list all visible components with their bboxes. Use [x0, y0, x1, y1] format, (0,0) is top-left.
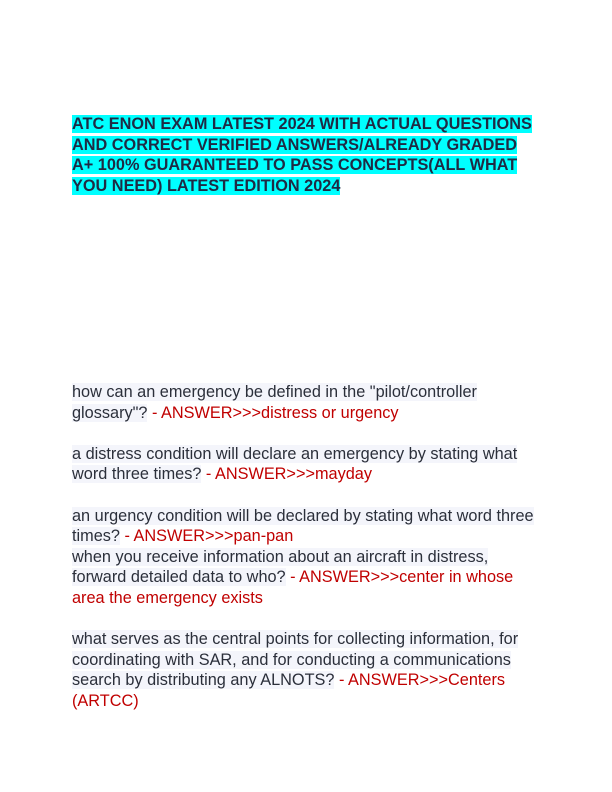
qa-item — [72, 547, 547, 609]
qa-item — [72, 444, 547, 485]
qa-item — [72, 506, 547, 547]
question-text: a distress condition will declare an emergency by stating what word three times? — [72, 444, 518, 484]
question-text: what serves as the central points for collecting information, for coordinating with SAR, and for conducting a communications search by distributing any ALNOTS? — [72, 630, 519, 690]
qa-item — [72, 629, 547, 711]
document-title — [72, 114, 542, 196]
answer-text: - ANSWER>>>Centers (ARTCC) — [72, 671, 506, 710]
answer-text: - ANSWER>>>pan-pan — [119, 527, 294, 546]
answer-text: - ANSWER>>>center in whose area the emergency exists — [72, 568, 514, 607]
qa-list — [72, 382, 547, 712]
question-text: an urgency condition will be declared by stating what word three times? — [72, 506, 534, 546]
answer-text: - ANSWER>>>mayday — [201, 465, 372, 484]
question-text: when you receive information about an aircraft in distress, forward detailed data to who? — [72, 547, 489, 587]
question-text: how can an emergency be defined in the "pilot/controller glossary"? — [72, 383, 477, 422]
document-title-text: ATC ENON EXAM LATEST 2024 WITH ACTUAL QUESTIONS AND CORRECT VERIFIED ANSWERS/ALREADY GRADED A+ 100% GUARANTEED TO PASS CONCEPTS(ALL WHAT YOU NEED) LATEST EDITION 2024 — [72, 115, 532, 195]
answer-text: - ANSWER>>>distress or urgency — [147, 403, 399, 422]
qa-item — [72, 382, 547, 423]
